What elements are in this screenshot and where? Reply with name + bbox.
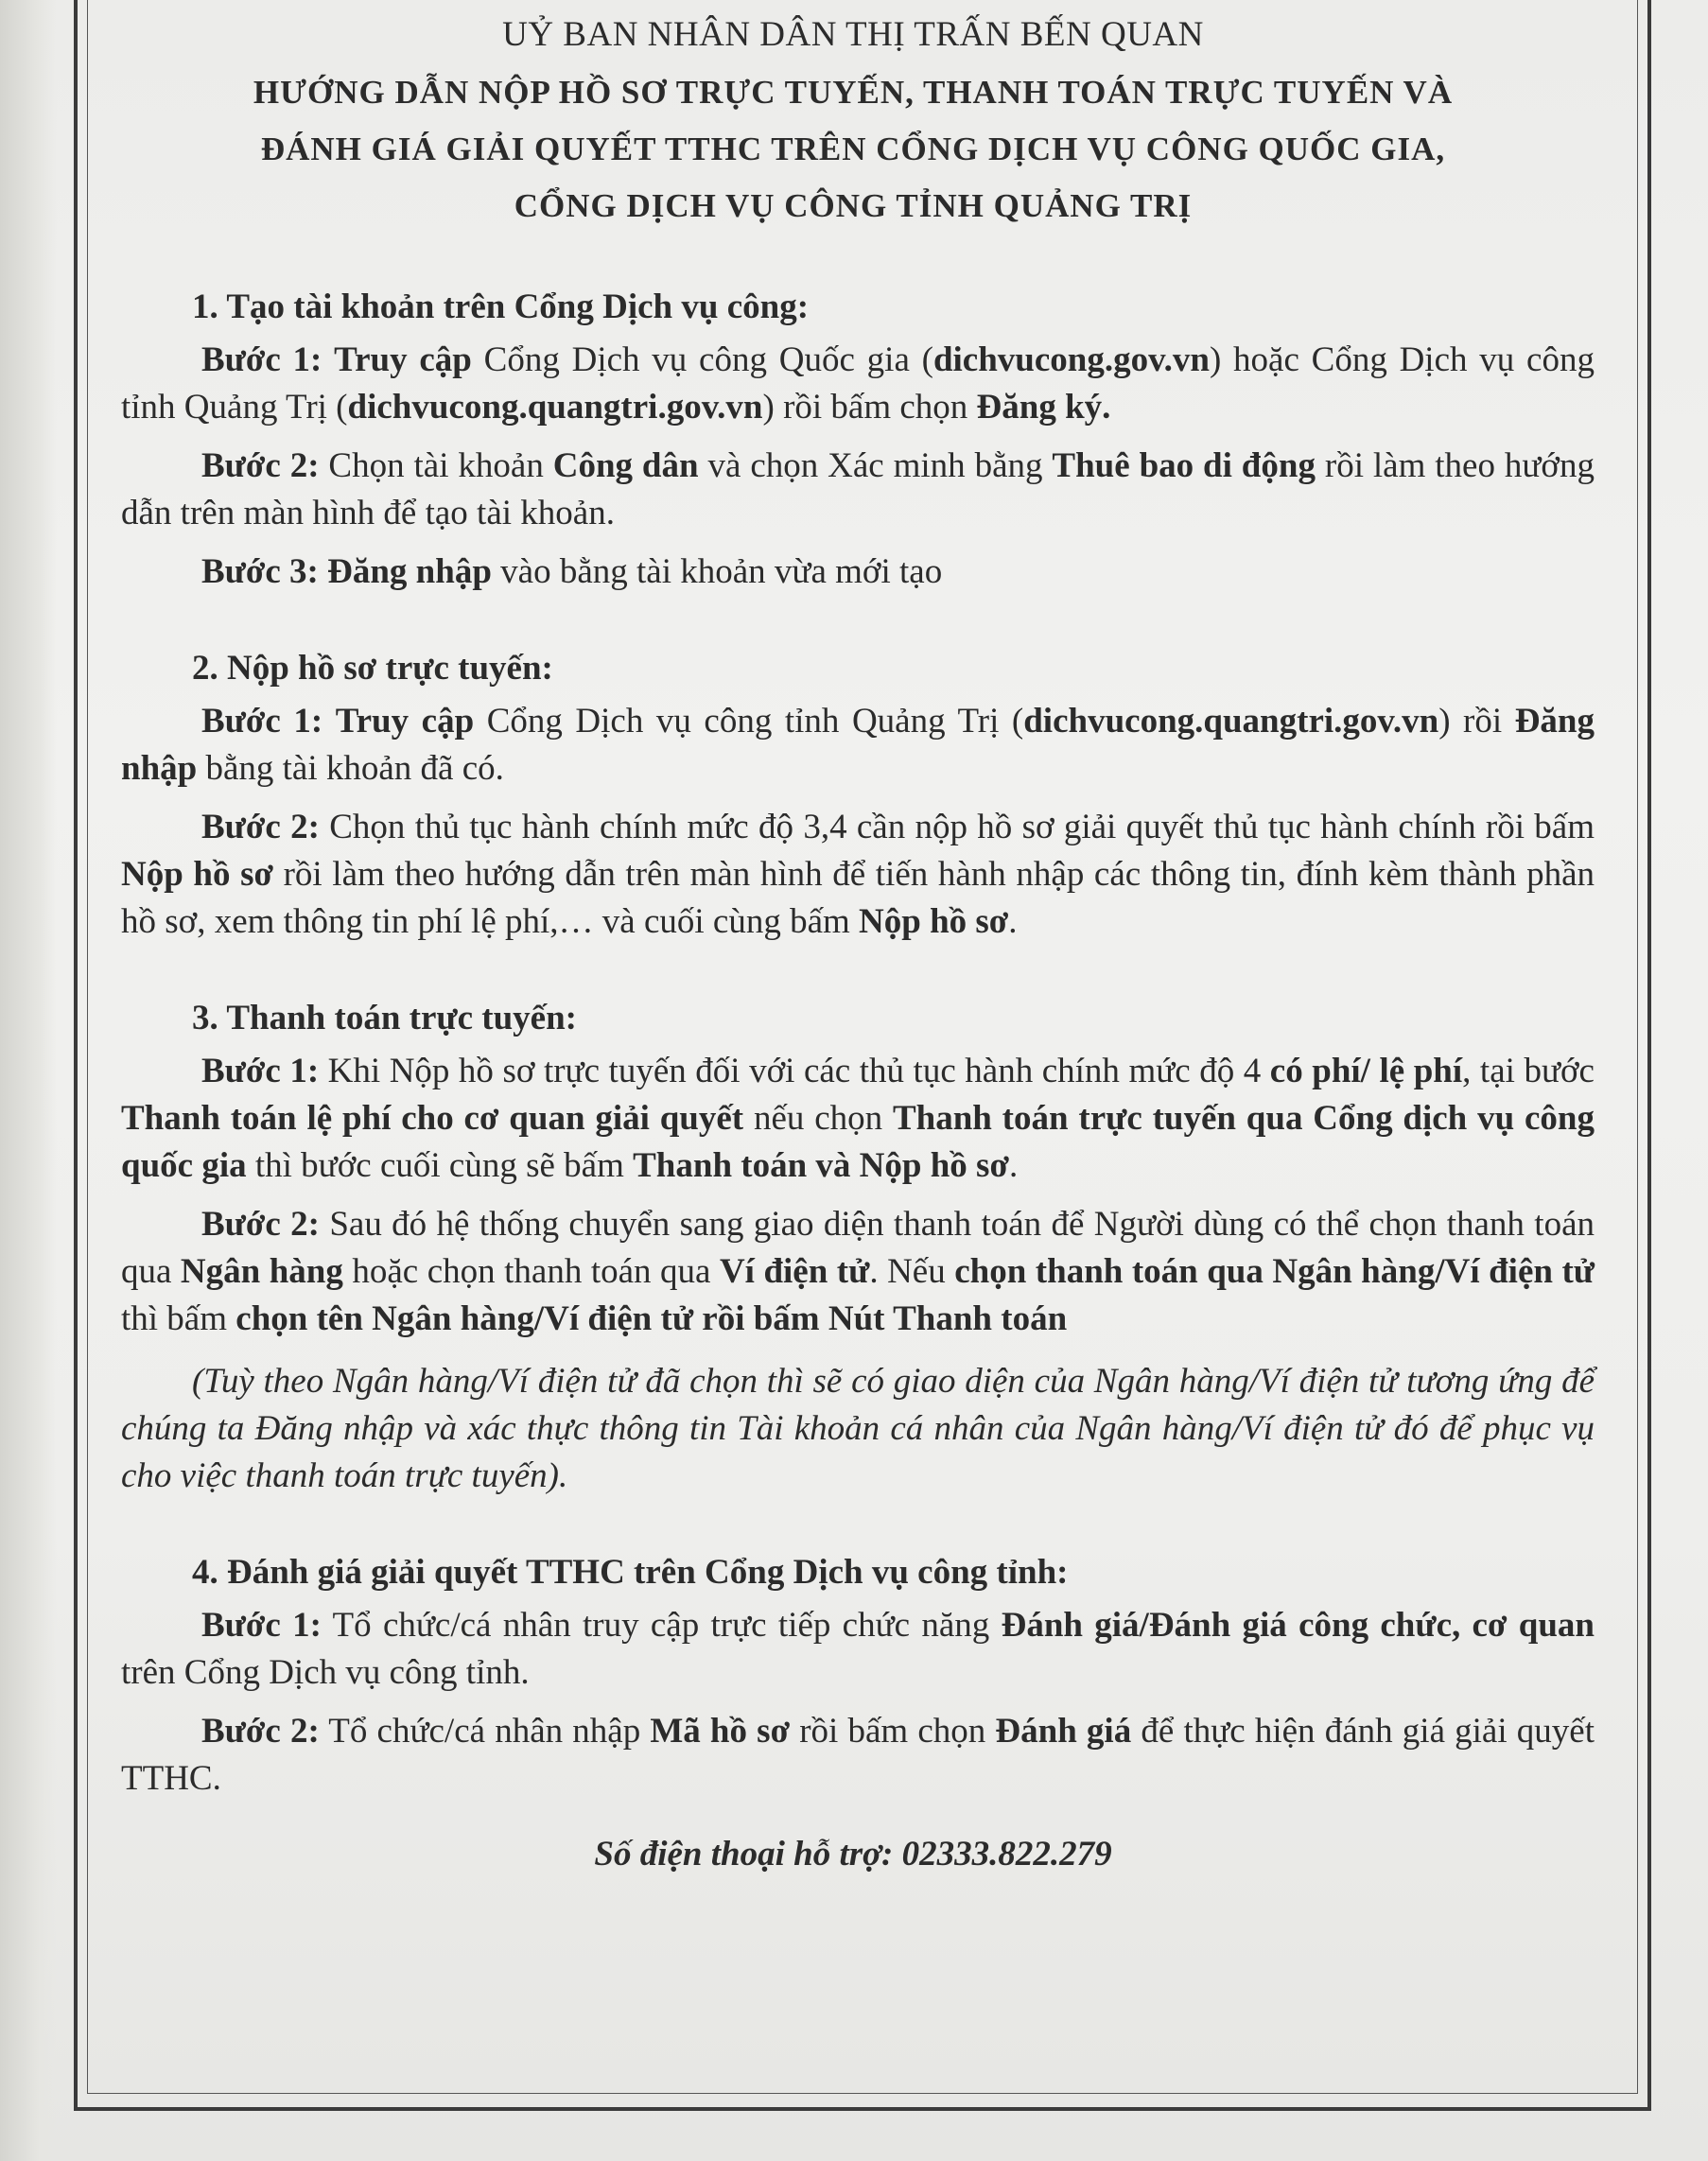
section-4-step-2: Bước 2: Tổ chức/cá nhân nhập Mã hồ sơ rồi bấm chọn Đánh giá để thực hiện đánh giá giải quyết TTHC.: [121, 1712, 1595, 1798]
title-line-1: HƯỚNG DẪN NỘP HỒ SƠ TRỰC TUYẾN, THANH TOÁN TRỰC TUYẾN VÀ: [253, 74, 1454, 111]
section-3-step-1: Bước 1: Khi Nộp hồ sơ trực tuyến đối với các thủ tục hành chính mức độ 4 có phí/ lệ phí, tại bước Thanh toán lệ phí cho cơ quan giải quyết nếu chọn Thanh toán trực tuyến qua Cổng dịch vụ công quốc gia thì bước cuối cùng sẽ bấm Thanh toán và Nộp hồ sơ.: [121, 1052, 1595, 1185]
paper-fold-shadow: [0, 0, 57, 2161]
section-2-heading: 2. Nộp hồ sơ trực tuyến:: [192, 649, 553, 688]
section-1-step-3: Bước 3: Đăng nhập vào bằng tài khoản vừa mới tạo: [201, 552, 943, 591]
section-1-heading: 1. Tạo tài khoản trên Cổng Dịch vụ công:: [192, 288, 810, 326]
section-4-heading: 4. Đánh giá giải quyết TTHC trên Cổng Dịch vụ công tỉnh:: [192, 1553, 1069, 1592]
section-2-step-2: Bước 2: Chọn thủ tục hành chính mức độ 3,4 cần nộp hồ sơ giải quyết thủ tục hành chính rồi bấm Nộp hồ sơ rồi làm theo hướng dẫn trên màn hình để tiến hành nhập các thông tin, đính kèm thành phần hồ sơ, xem thông tin phí lệ phí,… và cuối cùng bấm Nộp hồ sơ.: [121, 808, 1595, 941]
section-1-step-1: Bước 1: Truy cập Cổng Dịch vụ công Quốc gia (dichvucong.gov.vn) hoặc Cổng Dịch vụ công tỉnh Quảng Trị (dichvucong.quangtri.gov.vn) rồi bấm chọn Đăng ký.: [121, 340, 1595, 427]
title-line-3: CỔNG DỊCH VỤ CÔNG TỈNH QUẢNG TRỊ: [514, 187, 1193, 224]
section-2-step-1: Bước 1: Truy cập Cổng Dịch vụ công tỉnh Quảng Trị (dichvucong.quangtri.gov.vn) rồi Đăng nhập bằng tài khoản đã có.: [121, 702, 1595, 788]
title-line-2: ĐÁNH GIÁ GIẢI QUYẾT TTHC TRÊN CỔNG DỊCH VỤ CÔNG QUỐC GIA,: [260, 131, 1446, 167]
section-3-note: (Tuỳ theo Ngân hàng/Ví điện tử đã chọn thì sẽ có giao diện của Ngân hàng/Ví điện tử tương ứng để chúng ta Đăng nhập và xác thực thông tin Tài khoản cá nhân của Ngân hàng/Ví điện tử đó để phục vụ cho việc thanh toán trực tuyến).: [121, 1362, 1595, 1495]
document-body: [112, 11, 1595, 1878]
section-4-step-1: Bước 1: Tổ chức/cá nhân truy cập trực tiếp chức năng Đánh giá/Đánh giá công chức, cơ quan trên Cổng Dịch vụ công tỉnh.: [121, 1606, 1595, 1692]
section-1-step-2: Bước 2: Chọn tài khoản Công dân và chọn Xác minh bằng Thuê bao di động rồi làm theo hướng dẫn trên màn hình để tạo tài khoản.: [121, 446, 1595, 532]
document-title: [140, 64, 1566, 235]
support-hotline: Số điện thoại hỗ trợ: 02333.822.279: [594, 1835, 1112, 1873]
section-3-step-2: Bước 2: Sau đó hệ thống chuyển sang giao diện thanh toán để Người dùng có thể chọn thanh toán qua Ngân hàng hoặc chọn thanh toán qua Ví điện tử. Nếu chọn thanh toán qua Ngân hàng/Ví điện tử thì bấm chọn tên Ngân hàng/Ví điện tử rồi bấm Nút Thanh toán: [121, 1205, 1595, 1338]
issuing-authority: UỶ BAN NHÂN DÂN THỊ TRẤN BẾN QUAN: [502, 15, 1204, 54]
section-3-heading: 3. Thanh toán trực tuyến:: [192, 999, 577, 1037]
